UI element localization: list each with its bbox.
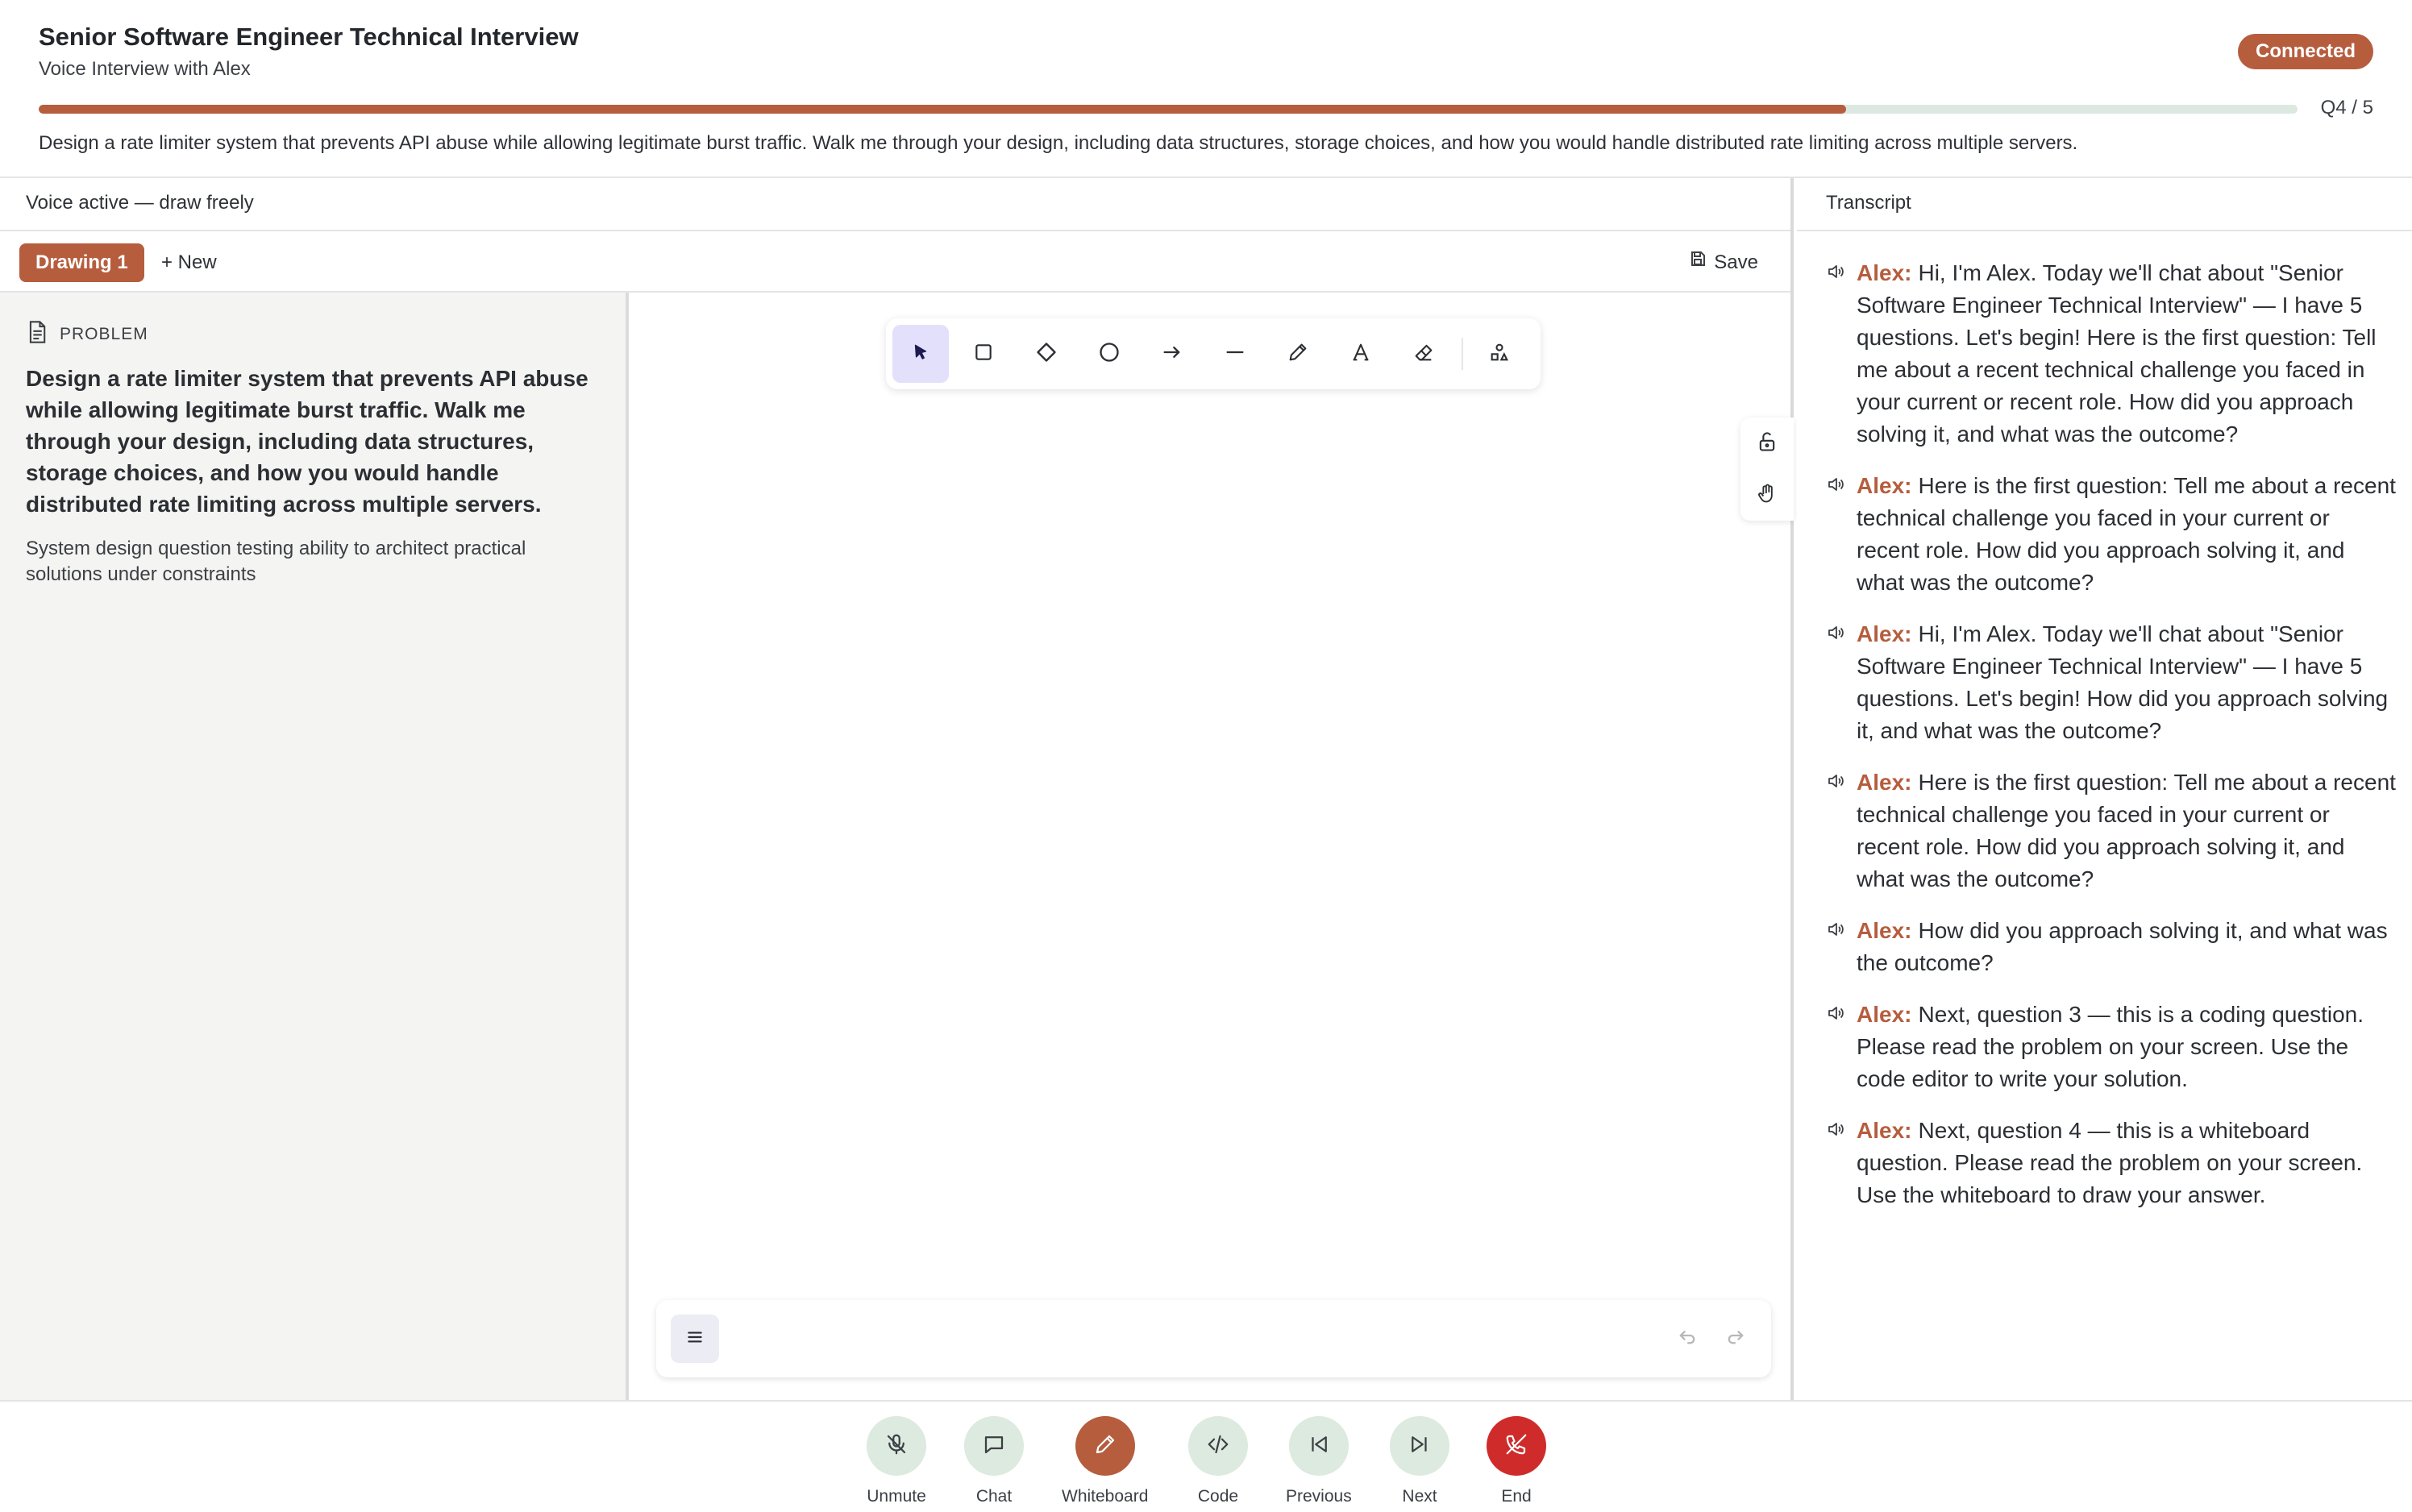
- new-drawing-button[interactable]: + New: [161, 251, 217, 273]
- whiteboard-button[interactable]: [1062, 1416, 1148, 1506]
- save-button[interactable]: [1688, 243, 1758, 282]
- chat-circle[interactable]: [964, 1416, 1024, 1476]
- code-label: Code: [1197, 1487, 1239, 1506]
- next-button[interactable]: [1390, 1416, 1449, 1506]
- voice-status-bar: [0, 178, 1790, 231]
- transcript-entry: [1826, 1115, 2398, 1211]
- progress-fill: [39, 105, 1846, 114]
- transcript-text: Hi, I'm Alex. Today we'll chat about "Senior Software Engineer Technical Interview" — I have 5 questions. Let's begin! Here is the first question: Tell me about a recent technical challenge you faced in your current or recent role. How did you approach solving it, and what was the outcome?: [1857, 260, 2377, 447]
- diamond-icon: [1035, 341, 1058, 368]
- transcript-text: How did you approach solving it, and what was the outcome?: [1857, 918, 2388, 975]
- page-title: Senior Software Engineer Technical Interview: [39, 23, 579, 51]
- problem-panel: [0, 293, 629, 1400]
- end-button[interactable]: [1487, 1416, 1546, 1506]
- redo-icon[interactable]: [1724, 1324, 1747, 1351]
- whiteboard-circle[interactable]: [1075, 1416, 1135, 1476]
- shapes-library-tool[interactable]: [1471, 325, 1528, 383]
- previous-circle[interactable]: [1289, 1416, 1349, 1476]
- workspace: [0, 178, 1794, 1400]
- unmute-button[interactable]: [867, 1416, 926, 1506]
- speaker-name: Alex:: [1857, 621, 1912, 646]
- progress-bar: [39, 105, 2298, 114]
- pencil-tool[interactable]: [1270, 325, 1326, 383]
- canvas-menu-button[interactable]: [671, 1315, 719, 1363]
- drawing-tabs-bar: [0, 231, 1790, 293]
- speaker-icon: [1826, 915, 1857, 979]
- chat-label: Chat: [975, 1487, 1013, 1506]
- speaker-name: Alex:: [1857, 770, 1912, 795]
- header: [0, 0, 2412, 178]
- question-text: Design a rate limiter system that prevents API abuse while allowing legitimate burst traffic. Walk me through your design, including data structures, storage choices, and how you would handle distributed rate limiting across multiple servers.: [39, 132, 2078, 154]
- previous-label: Previous: [1286, 1487, 1352, 1506]
- code-circle[interactable]: [1188, 1416, 1248, 1476]
- unlock-icon[interactable]: [1756, 430, 1778, 457]
- speaker-icon: [1826, 618, 1857, 747]
- call-controls: [0, 1400, 2412, 1512]
- canvas-side-tools: [1740, 417, 1794, 521]
- document-icon: [26, 320, 48, 348]
- arrow-icon: [1161, 341, 1183, 368]
- transcript-entry: [1826, 915, 2398, 979]
- ellipse-tool[interactable]: [1081, 325, 1137, 383]
- pencil-icon: [1093, 1432, 1117, 1460]
- drawing-toolbar: [886, 318, 1541, 389]
- eraser-icon: [1412, 341, 1435, 368]
- transcript-panel: [1797, 178, 2412, 1400]
- unmute-label: Unmute: [867, 1487, 926, 1506]
- transcript-entry: [1826, 618, 2398, 747]
- problem-statement: Design a rate limiter system that prevents API abuse while allowing legitimate burst traffic. Walk me through your design, including data structures, storage choices, and how you would handle distributed rate limiting across multiple servers.: [26, 366, 588, 517]
- unmute-circle[interactable]: [867, 1416, 926, 1476]
- pencil-icon: [1287, 341, 1309, 368]
- ellipse-icon: [1098, 341, 1121, 368]
- progress-counter: Q4 / 5: [2320, 97, 2373, 118]
- transcript-list: [1826, 257, 2398, 1231]
- arrow-tool[interactable]: [1144, 325, 1200, 383]
- transcript-header: [1797, 178, 2412, 231]
- selection-tool[interactable]: [892, 325, 949, 383]
- transcript-text: Here is the first question: Tell me about a recent technical challenge you faced in your current or recent role. How did you approach solving it, and what was the outcome?: [1857, 473, 2396, 595]
- speaker-icon: [1826, 1115, 1857, 1211]
- transcript-entry: [1826, 470, 2398, 599]
- page-subtitle: Voice Interview with Alex: [39, 58, 251, 80]
- speaker-name: Alex:: [1857, 918, 1912, 943]
- chat-icon: [982, 1432, 1006, 1460]
- rectangle-tool[interactable]: [955, 325, 1012, 383]
- shapes-library-icon: [1488, 341, 1511, 368]
- transcript-text: Next, question 4 — this is a whiteboard question. Please read the problem on your screen. Use the whiteboard to draw your answer.: [1857, 1118, 2363, 1207]
- end-circle[interactable]: [1487, 1416, 1546, 1476]
- transcript-text: Here is the first question: Tell me about a recent technical challenge you faced in your current or recent role. How did you approach solving it, and what was the outcome?: [1857, 770, 2396, 891]
- end-label: End: [1501, 1487, 1532, 1506]
- text-tool[interactable]: [1333, 325, 1389, 383]
- speaker-name: Alex:: [1857, 260, 1912, 285]
- mic-off-icon: [884, 1432, 909, 1460]
- whiteboard-canvas[interactable]: [632, 293, 1790, 1400]
- whiteboard-label: Whiteboard: [1062, 1487, 1149, 1506]
- undo-icon[interactable]: [1676, 1324, 1699, 1351]
- canvas-bottom-bar: [656, 1300, 1771, 1377]
- next-circle[interactable]: [1390, 1416, 1449, 1476]
- problem-header: [26, 320, 148, 348]
- problem-description: System design question testing ability to architect practical solutions under constraints: [26, 538, 526, 585]
- eraser-tool[interactable]: [1395, 325, 1452, 383]
- skip-forward-icon: [1408, 1432, 1432, 1460]
- phone-off-icon: [1504, 1432, 1528, 1460]
- line-icon: [1224, 341, 1246, 368]
- text-icon: [1349, 341, 1372, 368]
- diamond-tool[interactable]: [1018, 325, 1075, 383]
- hamburger-icon: [684, 1327, 705, 1352]
- transcript-entry: [1826, 999, 2398, 1095]
- transcript-text: Hi, I'm Alex. Today we'll chat about "Senior Software Engineer Technical Interview" — I have 5 questions. Let's begin! How did you approach solving it, and what was the outcome?: [1857, 621, 2389, 743]
- voice-status: Voice active — draw freely: [26, 192, 254, 214]
- save-icon: [1688, 243, 1707, 282]
- speaker-name: Alex:: [1857, 1118, 1912, 1143]
- speaker-icon: [1826, 999, 1857, 1095]
- tab-drawing-1[interactable]: Drawing 1: [19, 243, 144, 282]
- selection-icon: [910, 342, 931, 367]
- speaker-icon: [1826, 257, 1857, 451]
- status-badge: Connected: [2238, 34, 2373, 69]
- speaker-name: Alex:: [1857, 473, 1912, 498]
- skip-back-icon: [1307, 1432, 1331, 1460]
- next-label: Next: [1402, 1487, 1437, 1506]
- transcript-title: Transcript: [1826, 192, 1911, 214]
- problem-label: PROBLEM: [60, 324, 148, 343]
- transcript-entry: [1826, 766, 2398, 895]
- rectangle-icon: [973, 342, 994, 367]
- line-tool[interactable]: [1207, 325, 1263, 383]
- hand-icon[interactable]: [1756, 482, 1778, 509]
- previous-button[interactable]: [1286, 1416, 1352, 1506]
- save-label: Save: [1714, 251, 1758, 273]
- code-icon: [1206, 1432, 1230, 1460]
- chat-button[interactable]: [964, 1416, 1024, 1506]
- transcript-text: Next, question 3 — this is a coding question. Please read the problem on your screen. Use the code editor to write your solution.: [1857, 1002, 2364, 1091]
- toolbar-divider: [1462, 338, 1463, 370]
- speaker-icon: [1826, 470, 1857, 599]
- transcript-entry: [1826, 257, 2398, 451]
- code-button[interactable]: [1188, 1416, 1248, 1506]
- speaker-name: Alex:: [1857, 1002, 1912, 1027]
- speaker-icon: [1826, 766, 1857, 895]
